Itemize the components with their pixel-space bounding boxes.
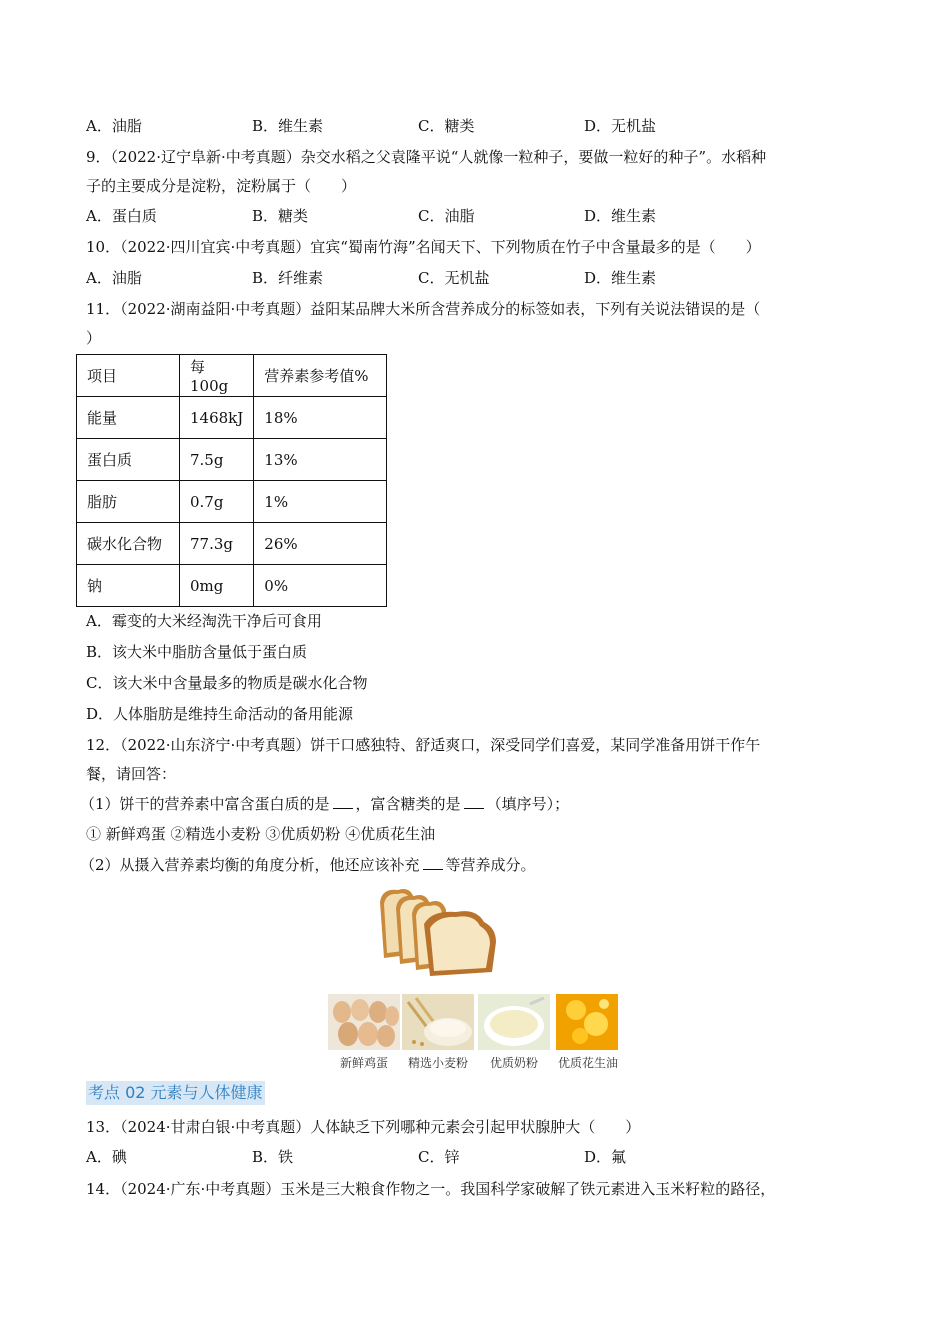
- table-cell: 脂肪: [77, 481, 180, 523]
- table-row: [77, 481, 387, 523]
- bread-slices-image: [372, 884, 504, 980]
- q13-option-d: D．氟: [584, 1148, 627, 1166]
- peanut-oil-image: [556, 994, 618, 1050]
- bread-slice: [424, 911, 496, 976]
- nutrition-table: [76, 354, 387, 607]
- table-cell: 项目: [77, 355, 180, 397]
- q8-option-d: D．无机盐: [584, 117, 657, 135]
- wheat-flour-image: [402, 994, 474, 1050]
- table-cell: 碳水化合物: [77, 523, 180, 565]
- q10-option-d: D．维生素: [584, 269, 657, 287]
- q12-stem-line1: 12．（2022·山东济宁·中考真题）饼干口感独特、舒适爽口，深受同学们喜爱，某同学准备用饼干作午: [86, 736, 761, 754]
- table-cell: 1%: [254, 481, 387, 523]
- q8-option-b: B．维生素: [252, 117, 324, 135]
- q11-option-b: B．该大米中脂肪含量低于蛋白质: [86, 643, 308, 661]
- milk-powder-image: [478, 994, 550, 1050]
- table-cell: 0mg: [180, 565, 254, 607]
- table-cell: 营养素参考值%: [254, 355, 387, 397]
- fresh-eggs-image: [328, 994, 400, 1050]
- q12-part2-text-b: 等营养成分。: [445, 856, 536, 874]
- table-cell: 能量: [77, 397, 180, 439]
- q12-part2-text-a: （2）从摄入营养素均衡的角度分析，他还应该补充: [80, 856, 420, 874]
- caption-milk-powder: 优质奶粉: [489, 1056, 538, 1070]
- table-cell: 0%: [254, 565, 387, 607]
- table-cell: 26%: [254, 523, 387, 565]
- q11-stem-line1: 11．（2022·湖南益阳·中考真题）益阳某品牌大米所含营养成分的标签如表，下列有关说法错误的是（: [86, 300, 761, 318]
- q13-option-c: C．锌: [418, 1148, 460, 1166]
- q10-stem: 10．（2022·四川宜宾·中考真题）宜宾“蜀南竹海”名闻天下、下列物质在竹子中含量最多的是（ ）: [86, 238, 761, 256]
- caption-wheat-flour: 精选小麦粉: [407, 1056, 468, 1070]
- caption-fresh-eggs: 新鲜鸡蛋: [339, 1056, 388, 1070]
- q9-option-c: C．油脂: [418, 207, 475, 225]
- q10-option-a: A．油脂: [86, 269, 142, 287]
- caption-peanut-oil: 优质花生油: [557, 1056, 618, 1070]
- table-cell: 0.7g: [180, 481, 254, 523]
- section-heading: 考点 02 元素与人体健康: [86, 1081, 265, 1105]
- q10-option-b: B．纤维素: [252, 269, 324, 287]
- q11-stem-line2: ）: [86, 329, 102, 347]
- q13-option-b: B．铁: [252, 1148, 294, 1166]
- q12-part1-text-a: （1）饼干的营养素中富含蛋白质的是: [80, 795, 330, 813]
- q10-option-c: C．无机盐: [418, 269, 490, 287]
- q9-option-b: B．糖类: [252, 207, 309, 225]
- q9-option-d: D．维生素: [584, 207, 657, 225]
- answer-blank-2[interactable]: [464, 794, 484, 809]
- q14-stem: 14．（2024·广东·中考真题）玉米是三大粮食作物之一。我国科学家破解了铁元素进入玉米籽粒的路径，: [86, 1180, 776, 1198]
- q11-option-c: C．该大米中含量最多的物质是碳水化合物: [86, 674, 368, 692]
- table-cell: 每 100g: [180, 355, 254, 397]
- table-cell: 13%: [254, 439, 387, 481]
- q12-stem-line2: 餐，请回答：: [86, 765, 177, 783]
- table-cell: 7.5g: [180, 439, 254, 481]
- q12-part1: [80, 793, 569, 815]
- table-cell: 蛋白质: [77, 439, 180, 481]
- q13-option-a: A．碘: [86, 1148, 127, 1166]
- table-row: [77, 355, 387, 397]
- q9-option-a: A．蛋白质: [86, 207, 157, 225]
- q11-option-a: A．霉变的大米经淘洗干净后可食用: [86, 612, 322, 630]
- q12-part2: [80, 854, 536, 876]
- answer-blank-1[interactable]: [333, 794, 353, 809]
- table-cell: 1468kJ: [180, 397, 254, 439]
- answer-blank-3[interactable]: [423, 855, 443, 870]
- table-row: [77, 439, 387, 481]
- table-row: [77, 523, 387, 565]
- q12-choices: ① 新鲜鸡蛋 ②精选小麦粉 ③优质奶粉 ④优质花生油: [86, 825, 436, 843]
- q12-part1-text-b: ，富含糖类的是: [355, 795, 461, 813]
- table-cell: 18%: [254, 397, 387, 439]
- table-cell: 77.3g: [180, 523, 254, 565]
- q11-option-d: D．人体脂肪是维持生命活动的备用能源: [86, 705, 354, 723]
- q13-stem: 13．（2024·甘肃白银·中考真题）人体缺乏下列哪种元素会引起甲状腺肿大（ ）: [86, 1118, 641, 1136]
- q8-option-c: C．糖类: [418, 117, 475, 135]
- q9-stem-line2: 子的主要成分是淀粉，淀粉属于（ ）: [86, 177, 357, 195]
- q8-option-a: A．油脂: [86, 117, 142, 135]
- table-row: [77, 565, 387, 607]
- q12-part1-text-c: （填序号）；: [486, 795, 570, 813]
- q9-stem-line1: 9．（2022·辽宁阜新·中考真题）杂交水稻之父袁隆平说“人就像一粒种子，要做一粒好的种子”。水稻种: [86, 148, 767, 166]
- table-row: [77, 397, 387, 439]
- table-cell: 钠: [77, 565, 180, 607]
